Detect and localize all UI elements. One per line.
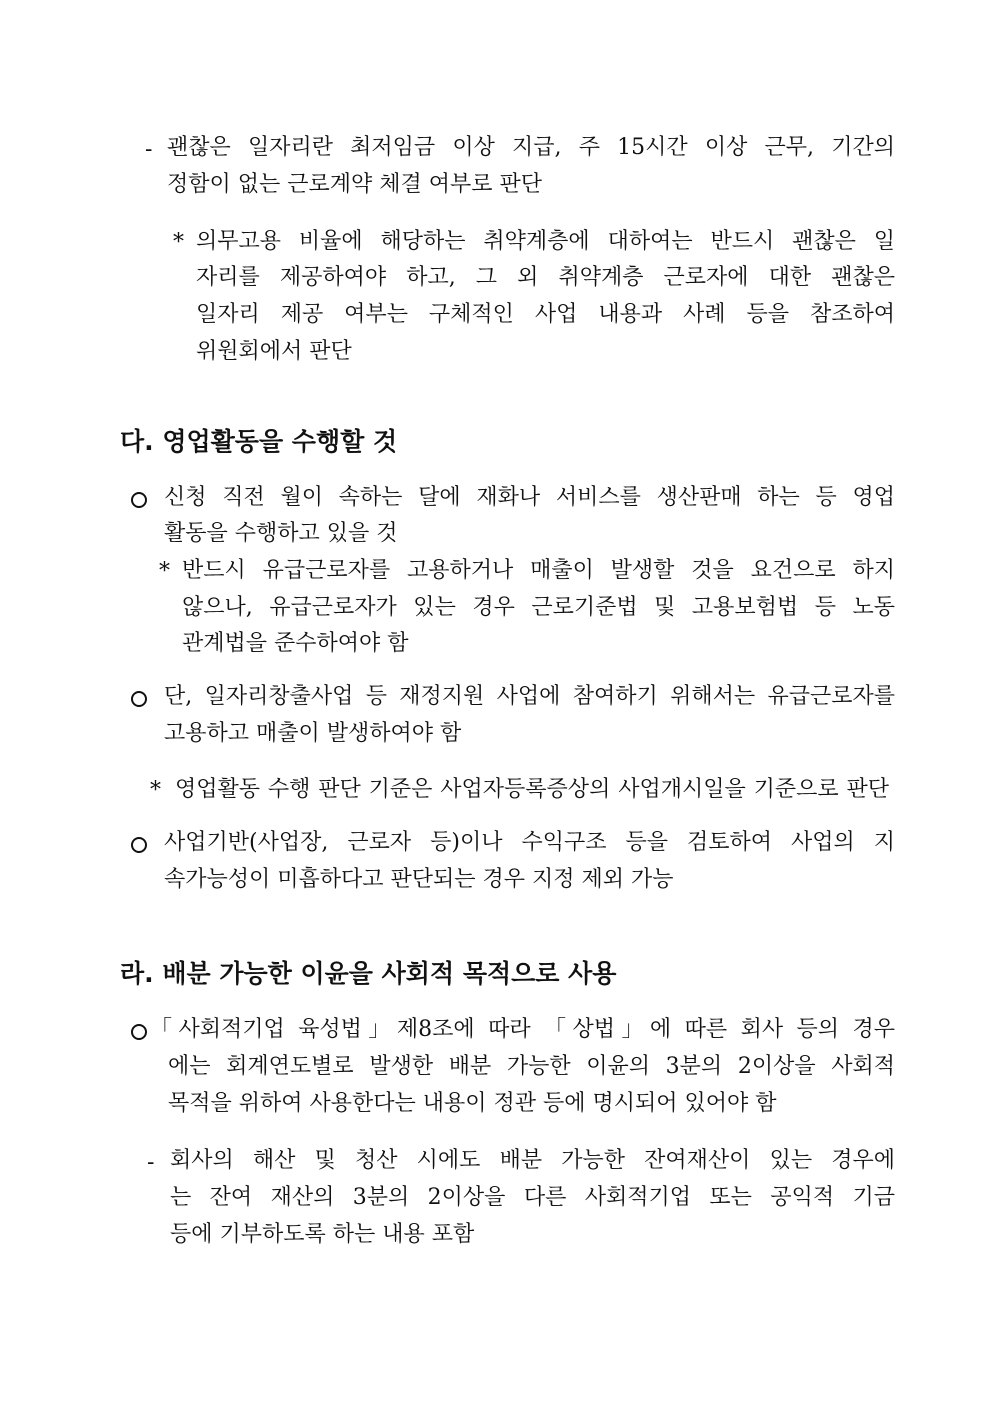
circle-bullet-icon <box>131 691 147 707</box>
text-line: 정함이 없는 근로계약 체결 여부로 판단 <box>167 172 542 197</box>
text-line: 사업기반(사업장, 근로자 등)이나 수익구조 등을 검토하여 사업의 지 <box>164 830 895 855</box>
section-heading-ra: 라. 배분 가능한 이윤을 사회적 목적으로 사용 <box>120 959 617 988</box>
dash-marker: - <box>145 137 153 162</box>
text-line: 회사의 해산 및 청산 시에도 배분 가능한 잔여재산이 있는 경우에 <box>170 1148 895 1173</box>
note-marker: * <box>150 778 161 803</box>
circle-bullet-icon <box>131 1024 147 1040</box>
text-line: 반드시 유급근로자를 고용하거나 매출이 발생할 것을 요건으로 하지 <box>182 558 895 583</box>
text-line: 의무고용 비율에 해당하는 취약계층에 대하여는 반드시 괜찮은 일 <box>196 229 895 254</box>
text-line: 는 잔여 재산의 3분의 2이상을 다른 사회적기업 또는 공익적 기금 <box>170 1185 895 1210</box>
text-line: 영업활동 수행 판단 기준은 사업자등록증상의 사업개시일을 기준으로 판단 <box>175 777 889 802</box>
text-line: 관계법을 준수하여야 함 <box>182 631 409 656</box>
section-heading-da: 다. 영업활동을 수행할 것 <box>120 427 398 456</box>
note-marker: * <box>159 559 170 584</box>
text-line: 신청 직전 월이 속하는 달에 재화나 서비스를 생산판매 하는 등 영업 <box>164 485 895 510</box>
text-line: 괜찮은 일자리란 최저임금 이상 지급, 주 15시간 이상 근무, 기간의 <box>167 135 895 160</box>
text-line: 고용하고 매출이 발생하여야 함 <box>164 721 462 746</box>
text-line: 위원회에서 판단 <box>196 339 352 364</box>
circle-bullet-icon <box>131 837 147 853</box>
text-line: 일자리 제공 여부는 구체적인 사업 내용과 사례 등을 참조하여 <box>196 302 895 327</box>
circle-bullet-icon <box>131 492 147 508</box>
text-line: 등에 기부하도록 하는 내용 포함 <box>170 1222 475 1247</box>
text-line: 「사회적기업 육성법」제8조에 따라 「상법」에 따른 회사 등의 경우 <box>150 1017 895 1042</box>
text-line: 에는 회계연도별로 발생한 배분 가능한 이윤의 3분의 2이상을 사회적 <box>168 1054 895 1079</box>
note-marker: * <box>173 230 184 255</box>
dash-marker: - <box>147 1150 155 1175</box>
text-line: 단, 일자리창출사업 등 재정지원 사업에 참여하기 위해서는 유급근로자를 <box>164 684 895 709</box>
text-line: 않으나, 유급근로자가 있는 경우 근로기준법 및 고용보험법 등 노동 <box>182 595 895 620</box>
text-line: 활동을 수행하고 있을 것 <box>164 521 398 546</box>
text-line: 자리를 제공하여야 하고, 그 외 취약계층 근로자에 대한 괜찮은 <box>196 265 895 290</box>
text-line: 목적을 위하여 사용한다는 내용이 정관 등에 명시되어 있어야 함 <box>168 1091 777 1116</box>
text-line: 속가능성이 미흡하다고 판단되는 경우 지정 제외 가능 <box>164 867 674 892</box>
